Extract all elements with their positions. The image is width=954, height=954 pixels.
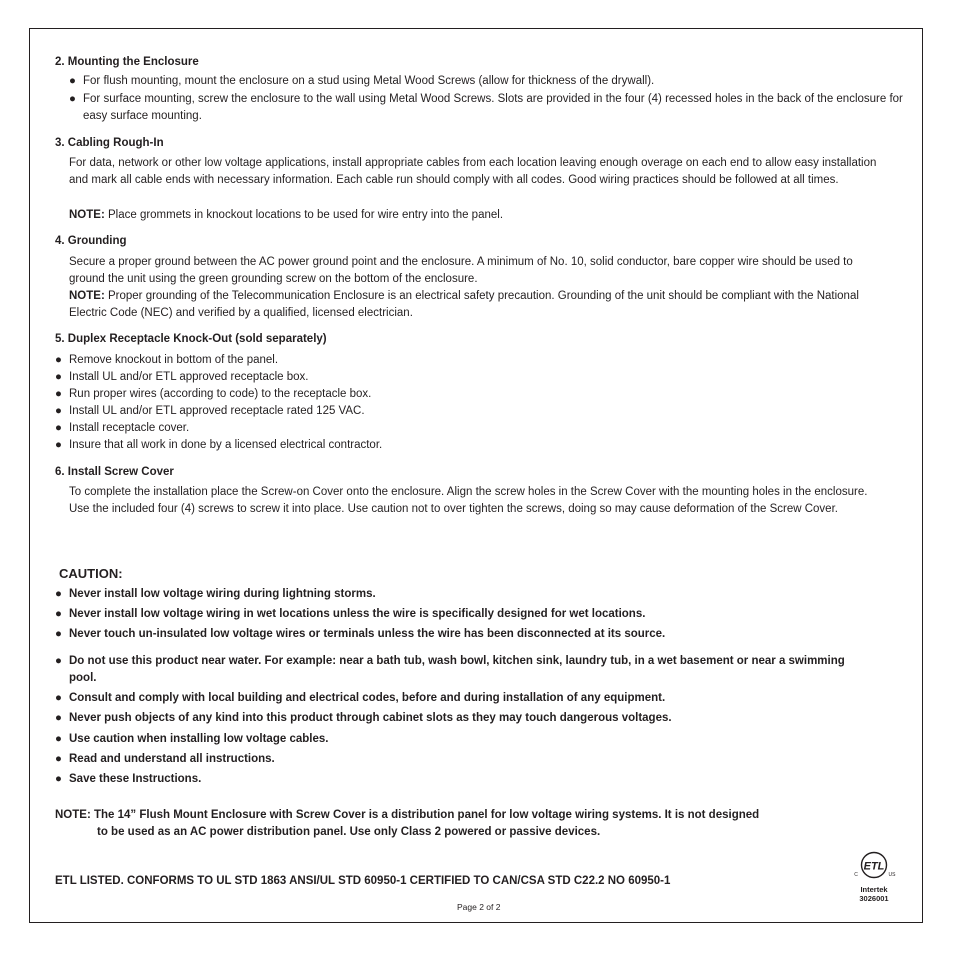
- list-item: ● Install receptacle cover.: [55, 420, 899, 437]
- caution-item: ● Never install low voltage wiring in wet locations unless the wire is specifically designed for wet locations.: [55, 606, 889, 623]
- caution-item: ● Use caution when installing low voltage cables.: [55, 731, 889, 748]
- list-item: ● For flush mounting, mount the enclosure on a stud using Metal Wood Screws (allow for thickness of the drywall).: [69, 73, 903, 90]
- caution-item: ● Never push objects of any kind into this product through cabinet slots as they may touch dangerous voltages.: [55, 710, 889, 727]
- list-item: ● For surface mounting, screw the enclosure to the wall using Metal Wood Screws. Slots are provided in the four (4) recessed holes in the back of the enclosure for easy surface mounting.: [69, 93, 903, 122]
- section-heading-duplex: 5. Duplex Receptacle Knock-Out (sold separately): [55, 333, 327, 345]
- list-item: ● Install UL and/or ETL approved receptacle rated 125 VAC.: [55, 403, 899, 420]
- grounding-body: Secure a proper ground between the AC power ground point and the enclosure. A minimum of No. 10, solid conductor, bare copper wire should be used to ground the unit using the green grounding screw on the bottom of the enclosure.: [69, 256, 853, 285]
- svg-text:C: C: [854, 872, 858, 878]
- svg-text:US: US: [888, 872, 896, 878]
- etl-statement: ETL LISTED. CONFORMS TO UL STD 1863 ANSI/UL STD 60950-1 CERTIFIED TO CAN/CSA STD C22.2 NO 60950-1: [55, 875, 671, 887]
- logo-number: 3026001: [859, 894, 889, 903]
- section-heading-grounding: 4. Grounding: [55, 235, 127, 247]
- section-heading-mounting: 2. Mounting the Enclosure: [55, 56, 199, 68]
- caution-item: ● Consult and comply with local building and electrical codes, before and during installation of any equipment.: [55, 690, 889, 707]
- logo-brand: Intertek: [860, 885, 888, 894]
- list-item: ● Insure that all work in done by a licensed electrical contractor.: [55, 437, 899, 454]
- final-note-line1: NOTE: The 14” Flush Mount Enclosure with Screw Cover is a distribution panel for low voltage wiring systems. It is not designed: [55, 809, 760, 821]
- etl-listed-logo: [852, 850, 896, 904]
- bullet-icon: ●: [55, 712, 62, 724]
- section-heading-screw-cover: 6. Install Screw Cover: [55, 466, 174, 478]
- list-item: ● Run proper wires (according to code) to the receptacle box.: [55, 386, 899, 403]
- bullet-icon: ●: [55, 753, 62, 765]
- grounding-note: NOTE: Proper grounding of the Telecommunication Enclosure is an electrical safety precaution. Grounding of the unit should be compliant with the National Electric Code (NEC) and verified by a qualified, licensed electrician.: [69, 290, 859, 319]
- caution-item: ● Never install low voltage wiring during lightning storms.: [55, 586, 889, 603]
- bullet-icon: ●: [55, 371, 62, 383]
- bullet-icon: ●: [55, 733, 62, 745]
- final-note-line2: to be used as an AC power distribution panel. Use only Class 2 powered or passive devices.: [97, 826, 601, 838]
- etl-mark-icon: [852, 850, 896, 880]
- caution-item: ● Do not use this product near water. For example: near a bath tub, wash bowl, kitchen sink, laundry tub, in a wet basement or near a swimming pool.: [55, 655, 845, 684]
- bullet-icon: ●: [69, 75, 76, 87]
- bullet-icon: ●: [55, 608, 62, 620]
- bullet-icon: ●: [55, 422, 62, 434]
- bullet-icon: ●: [69, 93, 76, 105]
- screw-cover-body: To complete the installation place the Screw-on Cover onto the enclosure. Align the screw holes in the Screw Cover with the mounting holes in the enclosure. Use the included four (4) screws to screw it into place. Use caution not to over tighten the screws, doing so may cause deformation of the Screw Cover.: [69, 486, 868, 515]
- bullet-icon: ●: [55, 588, 62, 600]
- cabling-body: For data, network or other low voltage applications, install appropriate cables from each location leaving enough overage on each end to allow easy installation and mark all cable ends with necessary information. Each cable run should comply with all codes. Good wiring practices should be followed at all times.: [69, 157, 877, 186]
- caution-item: ● Never touch un-insulated low voltage wires or terminals unless the wire has been disconnected at its source.: [55, 626, 889, 643]
- bullet-icon: ●: [55, 388, 62, 400]
- caution-heading: CAUTION:: [59, 566, 123, 581]
- cabling-note: NOTE: Place grommets in knockout locations to be used for wire entry into the panel.: [69, 209, 504, 221]
- caution-item: ● Read and understand all instructions.: [55, 751, 889, 768]
- section-heading-cabling: 3. Cabling Rough-In: [55, 137, 164, 149]
- bullet-icon: ●: [55, 655, 62, 667]
- list-item: ● Install UL and/or ETL approved receptacle box.: [55, 369, 899, 386]
- bullet-icon: ●: [55, 692, 62, 704]
- bullet-icon: ●: [55, 439, 62, 451]
- bullet-icon: ●: [55, 773, 62, 785]
- list-item: ● Remove knockout in bottom of the panel.: [55, 352, 899, 369]
- svg-text:ETL: ETL: [863, 860, 885, 873]
- bullet-icon: ●: [55, 628, 62, 640]
- caution-item: ● Save these Instructions.: [55, 771, 889, 788]
- page-number: Page 2 of 2: [457, 902, 501, 912]
- bullet-icon: ●: [55, 354, 62, 366]
- bullet-icon: ●: [55, 405, 62, 417]
